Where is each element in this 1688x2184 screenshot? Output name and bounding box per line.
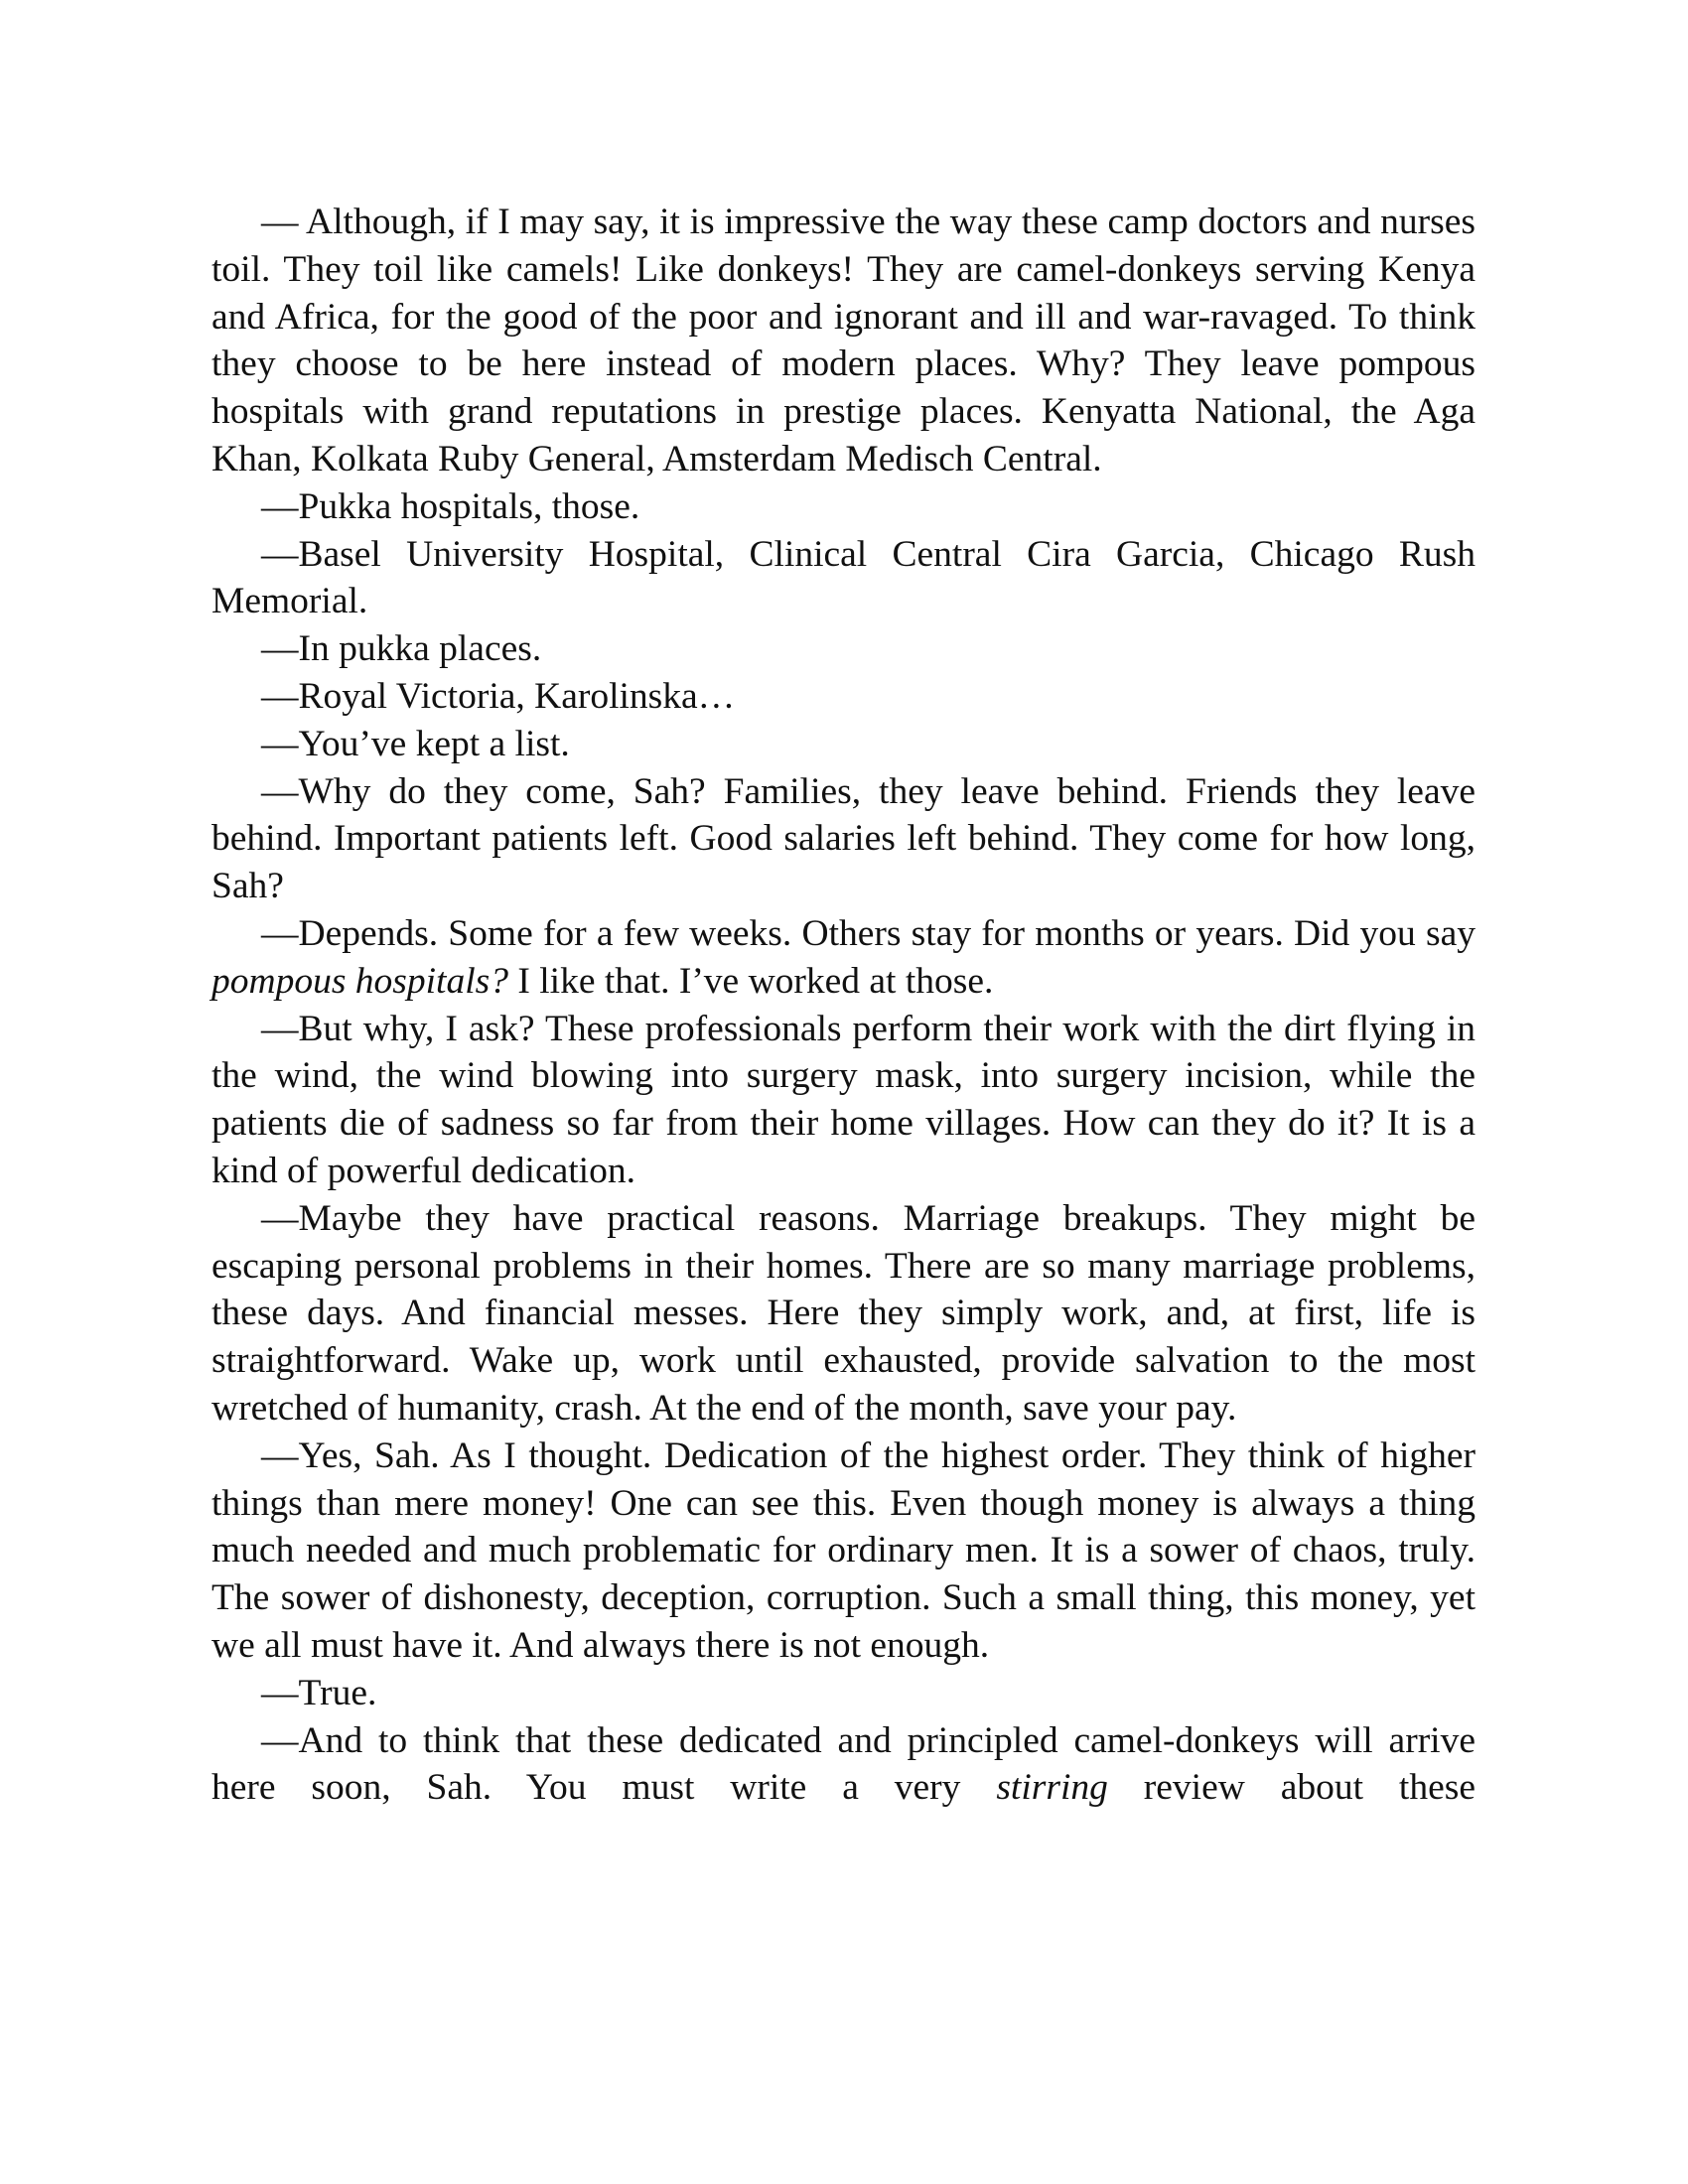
paragraph-4 [211,625,1476,673]
paragraph-text: —And to think that these dedicated and principled camel-donkeys will arrive here soon, Sah. You must write a very [211,1719,1476,1809]
paragraph-text: —But why, I ask? These professionals perform their work with the dirt flying in the wind, the wind blowing into surgery mask, into surgery incision, while the patients die of sadness so far from their home villages. How can they do it? It is a kind of powerful dedication. [211,1008,1476,1191]
paragraph-text: — Although, if I may say, it is impressive the way these camp doctors and nurses toil. They toil like camels! Like donkeys! They are camel-donkeys serving Kenya and Africa, for the good of the poor and ignorant and ill and war-ravaged. To think they choose to be here instead of modern places. Why? They leave pompous hospitals with grand reputations in prestige places. Kenyatta National, the Aga Khan, Kolkata Ruby General, Amsterdam Medisch Central. [211,202,1476,479]
paragraph-text: —Basel University Hospital, Clinical Central Cira Garcia, Chicago Rush Memorial. [211,533,1476,622]
paragraph-8 [211,910,1476,1006]
paragraph-7 [211,768,1476,910]
paragraph-2 [211,483,1476,531]
paragraph-text: —You’ve kept a list. [261,723,570,764]
paragraph-text: review about these [1107,1767,1476,1809]
paragraph-10 [211,1195,1476,1433]
paragraph-13 [211,1717,1476,1813]
paragraph-12 [211,1670,1476,1717]
paragraph-text: —Depends. Some for a few weeks. Others stay for months or years. Did you say [261,912,1476,954]
paragraph-text: —Maybe they have practical reasons. Marriage breakups. They might be escaping personal problems in their homes. There are so many marriage problems, these days. And financial messes. Here they simply work, and, at first, life is straightforward. Wake up, work until exhausted, provide salvation to the most wretched of humanity, crash. At the end of the month, save your pay. [211,1197,1476,1429]
paragraph-text: I like that. I’ve worked at those. [508,960,994,1002]
paragraph-11 [211,1433,1476,1670]
paragraph-text: —Royal Victoria, Karolinska… [261,675,736,717]
paragraph-text: —Why do they come, Sah? Families, they leave behind. Friends they leave behind. Important patients left. Good salaries left behind. They come for how long, Sah? [211,770,1476,907]
paragraph-text: —In pukka places. [261,628,542,670]
paragraph-1 [211,199,1476,483]
paragraph-5 [211,673,1476,721]
paragraph-9 [211,1006,1476,1195]
italic-emphasis: stirring [996,1767,1108,1809]
italic-emphasis: pompous hospitals? [211,960,508,1002]
paragraph-text: —Pukka hospitals, those. [261,485,640,527]
paragraph-text: —True. [261,1672,377,1713]
paragraph-3 [211,531,1476,626]
document-page [211,199,1476,1812]
paragraph-text: —Yes, Sah. As I thought. Dedication of the highest order. They think of higher things than mere money! One can see this. Even though money is always a thing much needed and much problematic for ordinary men. It is a sower of chaos, truly. The sower of dishonesty, deception, corruption. Such a small thing, this money, yet we all must have it. And always there is not enough. [211,1434,1476,1666]
paragraph-6 [211,721,1476,768]
